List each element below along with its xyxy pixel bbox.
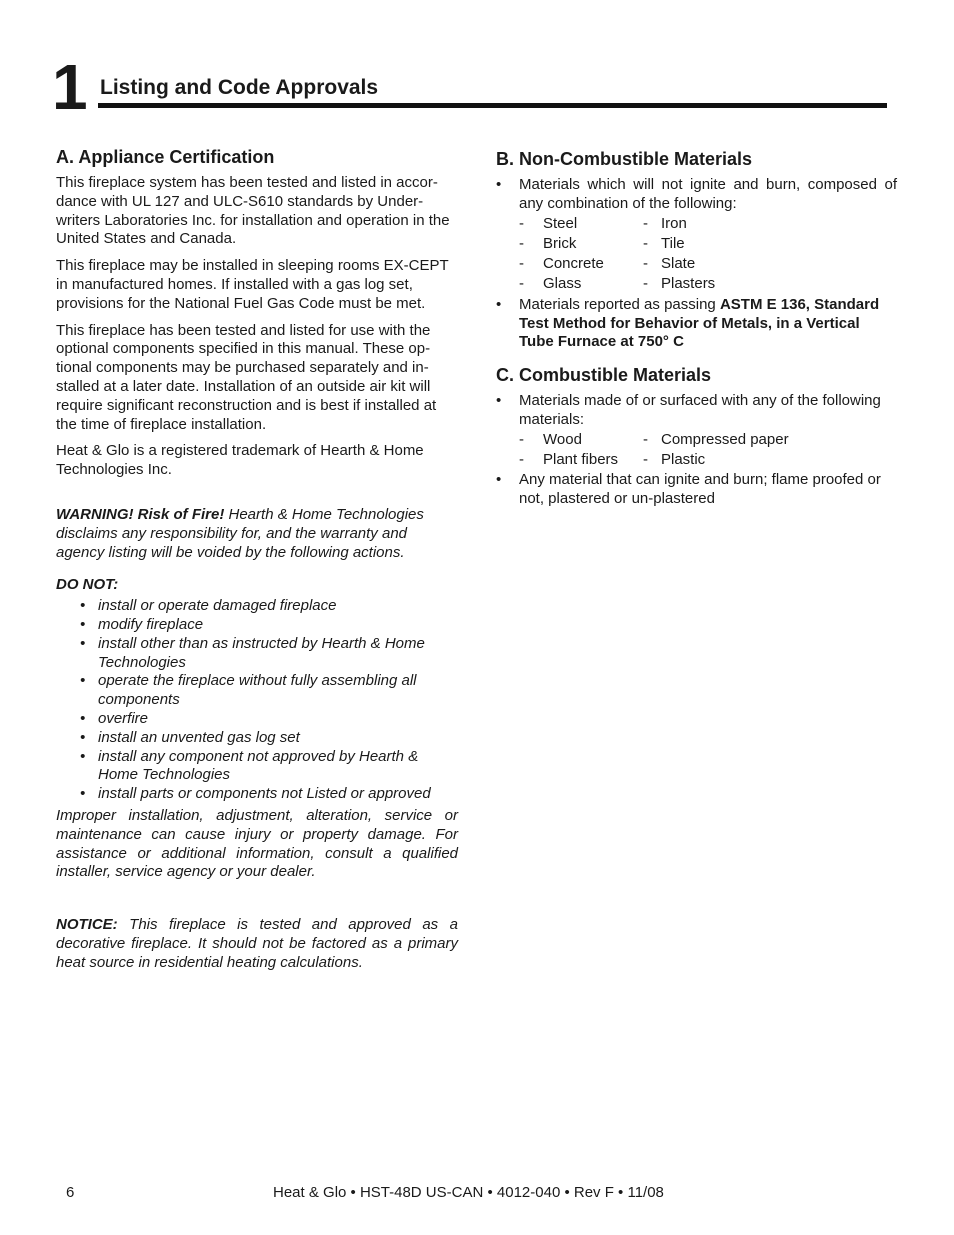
dash-icon: - [519, 451, 524, 469]
do-not-item: install or operate damaged fireplace [98, 597, 337, 615]
warning-closing: Improper installation, adjustment, alteration, service or maintenance can cause injury or property damage. For assistance or additional information, consult a qualified installer, service agency or your dealer. [56, 806, 458, 881]
material-item: Tile [661, 234, 685, 252]
list-item [496, 392, 897, 470]
title-rule [98, 103, 887, 108]
do-not-item: overfire [98, 709, 149, 727]
section-b-list [496, 176, 897, 352]
notice-paragraph [56, 916, 458, 972]
material-item: Brick [543, 234, 577, 252]
left-column [56, 146, 458, 980]
section-a-paragraph-3: This fireplace has been tested and listed for use with the optional components specified in this manual. These op-tional components may be purchased separately and in-stalled at a later date. Installation of an outside air kit will require significant reconstruction and is best if installed at the time of fireplace installation. [56, 321, 437, 433]
bullet-icon: • [80, 728, 86, 746]
bullet-icon: • [80, 709, 86, 727]
footer-doc-info: Heat & Glo • HST-48D US-CAN • 4012-040 • Rev F • 11/08 [273, 1184, 664, 1201]
list-item [56, 710, 458, 729]
section-b-bullet-2-prefix: Materials reported as passing [519, 295, 720, 313]
material-item: Concrete [543, 255, 604, 273]
bullet-icon: • [496, 392, 502, 410]
dash-icon: - [519, 234, 524, 252]
material-item: Glass [543, 275, 582, 293]
do-not-item: install any component not approved by Hearth & Home Technologies [98, 747, 419, 784]
bullet-icon: • [80, 672, 86, 690]
bullet-icon: • [80, 785, 86, 803]
do-not-heading: DO NOT: [56, 576, 119, 594]
material-item: Wood [543, 430, 582, 448]
section-a-paragraph-4: Heat & Glo is a registered trademark of Hearth & Home Technologies Inc. [56, 442, 424, 479]
list-item [496, 471, 897, 509]
non-combustible-materials-grid [519, 214, 897, 295]
chapter-title: Listing and Code Approvals [100, 76, 379, 99]
combustible-materials-grid [519, 430, 897, 471]
bullet-icon: • [80, 615, 86, 633]
dash-icon: - [643, 451, 648, 469]
dash-icon: - [519, 214, 524, 232]
section-c-bullet-2: Any material that can ignite and burn; flame proofed or not, plastered or un-plastered [519, 471, 881, 508]
section-a-paragraph-2: This fireplace may be installed in sleeping rooms EX-CEPT in manufactured homes. If installed with a gas log set, provisions for the National Fuel Gas Code must be met. [56, 257, 449, 312]
section-c-list [496, 392, 897, 509]
dash-icon: - [643, 275, 648, 293]
list-item [56, 785, 458, 804]
list-item [56, 635, 458, 673]
bullet-icon: • [496, 471, 502, 489]
section-c-heading: C. Combustible Materials [496, 365, 712, 386]
material-item: Iron [661, 214, 687, 232]
warning-paragraph [56, 506, 458, 562]
warning-text: Hearth & Home Technologies disclaims any responsibility for, and the warranty and agency listing will be voided by the following actions. [56, 505, 424, 561]
list-item [56, 748, 458, 786]
dash-icon: - [519, 255, 524, 273]
section-c-bullet-1: Materials made of or surfaced with any of the following materials: [519, 392, 881, 428]
section-b-heading: B. Non-Combustible Materials [496, 149, 753, 169]
notice-lead: NOTICE: [56, 916, 118, 934]
warning-lead: WARNING! Risk of Fire! [56, 505, 225, 523]
notice-text: This fireplace is tested and approved as a decorative fireplace. It should not be factored as a primary heat source in residential heating calculations. [56, 916, 458, 971]
do-not-item: operate the fireplace without fully assembling all components [98, 672, 417, 709]
right-column [496, 148, 897, 510]
section-a-paragraph-1: This fireplace system has been tested and listed in accor-dance with UL 127 and ULC-S610 standards by Under-writers Laboratories Inc. for installation and operation in the United States and Canada. [56, 174, 450, 248]
chapter-number: 1 [52, 51, 86, 123]
dash-icon: - [643, 430, 648, 448]
do-not-item: install an unvented gas log set [98, 728, 300, 746]
dash-icon: - [643, 255, 648, 273]
do-not-item: install parts or components not Listed or approved [98, 785, 431, 803]
dash-icon: - [643, 234, 648, 252]
list-item [496, 296, 897, 352]
do-not-item: modify fireplace [98, 615, 204, 633]
list-item [56, 672, 458, 710]
bullet-icon: • [496, 176, 502, 193]
list-item [56, 729, 458, 748]
material-item: Compressed paper [661, 430, 789, 448]
bullet-icon: • [80, 634, 86, 652]
material-item: Plastic [661, 451, 706, 469]
astm-standard-reference: ASTM E 136, Standard Test Method for Behavior of Metals, in a Vertical Tube Furnace at 750° C [519, 295, 880, 351]
section-a-heading: A. Appliance Certification [56, 147, 275, 167]
list-item [496, 176, 897, 295]
do-not-list [56, 597, 458, 804]
material-item: Plasters [661, 275, 716, 293]
bullet-icon: • [496, 295, 502, 313]
material-item: Plant fibers [543, 451, 619, 469]
material-item: Slate [661, 255, 696, 273]
page-number: 6 [66, 1184, 75, 1201]
do-not-item: install other than as instructed by Hearth & Home Technologies [98, 634, 425, 671]
material-item: Steel [543, 214, 578, 232]
dash-icon: - [643, 214, 648, 232]
section-b-bullet-1: Materials which will not ignite and burn, composed of any combination of the following: [519, 176, 897, 212]
dash-icon: - [519, 430, 524, 448]
bullet-icon: • [80, 597, 86, 615]
list-item [56, 597, 458, 616]
list-item [56, 616, 458, 635]
bullet-icon: • [80, 747, 86, 765]
dash-icon: - [519, 275, 524, 293]
